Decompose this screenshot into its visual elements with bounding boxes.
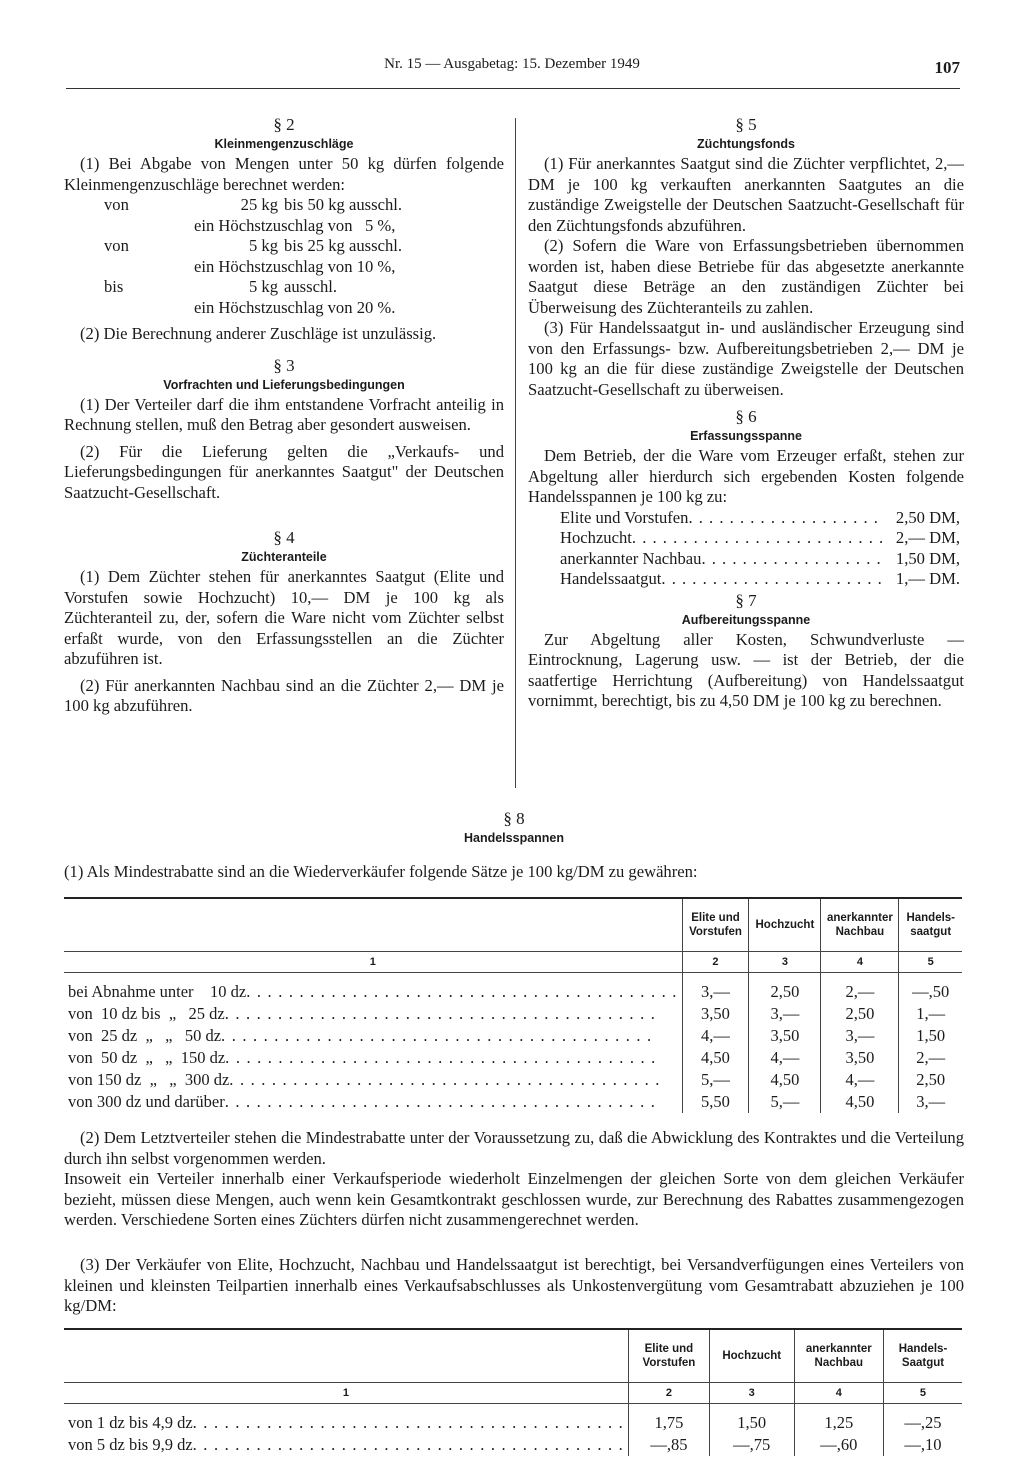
column-number: 1 [64, 1383, 628, 1404]
margin-item [560, 528, 960, 549]
section-5-paragraph-3: (3) Für Handelssaatgut in- und ausländischer Erzeugung sind von den Erfassungs- bzw. Aufbereitungsbetrieben 2,— DM je 100 kg an die für diese zuständige Zweigstelle der Deutschen Saatzucht-Gesellschaft zu überweisen. [528, 318, 964, 399]
table-cell: 4,— [821, 1069, 899, 1091]
surcharge-from: 5 kg [248, 277, 278, 296]
table-cell: 4,— [682, 1025, 749, 1047]
surcharge-row [64, 277, 504, 318]
section-8-paragraph-1: (1) Als Mindestrabatte sind an die Wiederverkäufer folgende Sätze je 100 kg/DM zu gewähren: [64, 862, 698, 881]
table-row [64, 1003, 962, 1025]
section-3-paragraph-1: (1) Der Verteiler darf die ihm entstandene Vorfracht anteilig in Rechnung stellen, muß den Betrag aber gesondert ausweisen. [64, 394, 504, 434]
surcharge-label: ein Höchstzuschlag von [194, 297, 353, 317]
row-label: von 5 dz bis 9,9 dz [68, 1435, 193, 1454]
section-8-paragraph-3-block [64, 1255, 964, 1317]
table-header-row [64, 1329, 962, 1383]
margin-item-value: 1,50 DM, [895, 548, 960, 568]
row-label: von 10 dz bis „ 25 dz [68, 1004, 225, 1023]
row-label: von 50 dz „ „ 150 dz [68, 1048, 226, 1067]
table-cell: —,50 [899, 981, 962, 1003]
margin-item-value: 2,— DM, [895, 528, 960, 547]
column-number: 2 [628, 1383, 709, 1404]
surcharge-prefix: von [104, 236, 129, 255]
table-header-row [64, 898, 962, 952]
column-number: 4 [821, 952, 899, 973]
section-4-paragraph-1: (1) Dem Züchter stehen für anerkanntes Saatgut (Elite und Vorstufen sowie Hochzucht) 10,— DM je 100 kg als Züchteranteil zu, der, sofern die Ware nicht vom Züchter selbst erfaßt wurde, von den Erfassungsstellen an die Züchter abzuführen ist. [64, 567, 504, 668]
table-cell: 3,— [821, 1025, 899, 1047]
table-cell: 5,— [749, 1091, 821, 1113]
table-cell: 3,— [682, 981, 749, 1003]
section-3-number: § 3 [273, 355, 295, 375]
column-number-row [64, 952, 962, 973]
section-3-paragraph-2: (2) Für die Lieferung gelten die „Verkaufs- und Lieferungsbedingungen für anerkanntes Saatgut" der Deutschen Saatzucht-Gesellschaft. [64, 441, 504, 502]
surcharge-prefix: bis [104, 277, 124, 296]
table-header: Hochzucht [749, 898, 821, 952]
margin-item-label: Handelssaatgut [560, 569, 662, 588]
table-cell: 4,— [749, 1047, 821, 1069]
row-label: von 25 dz „ „ 50 dz [68, 1026, 222, 1045]
surcharge-to: bis 50 kg ausschl. [284, 195, 402, 214]
table-cell: 1,25 [794, 1412, 883, 1434]
header-rule [66, 88, 960, 89]
section-4-title: Züchteranteile [241, 550, 327, 564]
table-row [64, 981, 962, 1003]
table-header [64, 898, 682, 952]
surcharge-to: ausschl. [284, 277, 337, 296]
table-header: Handels-saatgut [899, 898, 962, 952]
table-row [64, 1047, 962, 1069]
table-cell: 4,50 [749, 1069, 821, 1091]
surcharge-from: 25 kg [240, 195, 278, 214]
table-cell: 3,50 [749, 1025, 821, 1047]
section-2-number: § 2 [273, 115, 295, 134]
table-cell: 2,— [899, 1047, 962, 1069]
table-header: Elite und Vorstufen [682, 898, 749, 952]
section-2-title: Kleinmengenzuschläge [214, 137, 354, 151]
table-cell: 1,50 [899, 1025, 962, 1047]
column-number: 5 [883, 1383, 962, 1404]
section-8-number: § 8 [503, 809, 525, 828]
issue-header: Nr. 15 — Ausgabetag: 15. Dezember 1949 [384, 56, 640, 72]
section-4-number: § 4 [273, 528, 295, 547]
surcharge-to: bis 25 kg ausschl. [284, 236, 402, 255]
table-header: anerkannter Nachbau [794, 1329, 883, 1383]
table-header: Handels-Saatgut [883, 1329, 962, 1383]
row-label: von 1 dz bis 4,9 dz [68, 1413, 193, 1432]
section-8-paragraph-3: (3) Der Verkäufer von Elite, Hochzucht, Nachbau und Handelssaatgut ist berechtigt, bei Versandverfügungen eines Verteilers von kleinen und kleinsten Teilpartien innerhalb eines Verkaufsabschlusses als Unkostenvergütung vom Gesamtrabatt abzuziehen je 100 kg/DM: [64, 1255, 964, 1315]
section-6-paragraph-1: Dem Betrieb, der die Ware vom Erzeuger erfaßt, stehen zur Abgeltung aller hierdurch sich ergebenden Kosten folgende Handelsspannen je 100 kg zu: [528, 446, 964, 506]
table-cell: 3,50 [821, 1047, 899, 1069]
margin-item [560, 508, 960, 529]
row-label: von 300 dz und darüber [68, 1092, 225, 1111]
column-number: 3 [709, 1383, 794, 1404]
margin-item-label: Elite und Vorstufen [560, 507, 689, 527]
section-7-paragraph-1: Zur Abgeltung aller Kosten, Schwundverluste — Eintrocknung, Lagerung usw. — ist der Betrieb, der die saatfertige Herrichtung (Aufbereitung) von Handelssaatgut vornimmt, berechtigt, bis zu 4,50 DM je 100 kg zu berechnen. [528, 629, 964, 710]
section-8-paragraph-2b: Insoweit ein Verteiler innerhalb einer Verkaufsperiode wiederholt Einzelmengen der gleichen Sorte von dem gleichen Verkäufer bezieht, müssen diese Mengen, auch wenn kein Gesamtkontrakt geschlossen wurde, zur Berechnung des Rabattes zusammengezogen werden. Verschiedene Sorten eines Züchters dürfen nicht zusammengerechnet werden. [64, 1169, 964, 1229]
column-divider [515, 118, 516, 788]
table-header: Hochzucht [709, 1329, 794, 1383]
surcharge-label: ein Höchstzuschlag von [194, 215, 353, 235]
column-number: 4 [794, 1383, 883, 1404]
table-cell: —,25 [883, 1412, 962, 1434]
margin-item [560, 549, 960, 570]
table-cell: —,75 [709, 1434, 794, 1456]
section-5-title: Züchtungsfonds [697, 137, 795, 151]
table-row [64, 1025, 962, 1047]
surcharge-prefix: von [104, 195, 129, 214]
section-5-number: § 5 [735, 115, 757, 134]
section-5-paragraph-1: (1) Für anerkanntes Saatgut sind die Züchter verpflichtet, 2,— DM je 100 kg verkauften anerkannten Saatgutes an die zuständige Zweigstelle der Deutschen Saatzucht-Gesellschaft für den Züchtungsfonds abzuführen. [528, 154, 964, 235]
table-cell: 2,50 [749, 981, 821, 1003]
discount-table [64, 897, 962, 1113]
surcharge-percent: 20 %. [356, 297, 396, 317]
surcharge-from: 5 kg [248, 236, 278, 255]
table-cell: 3,— [749, 1003, 821, 1025]
margin-item-value: 2,50 DM, [895, 507, 960, 527]
page-number: 107 [934, 58, 960, 77]
section-7-title: Aufbereitungsspanne [681, 612, 811, 627]
margin-item-value: 1,— DM. [895, 569, 960, 588]
section-6-title: Erfassungsspanne [690, 429, 802, 443]
margin-item-label: anerkannter Nachbau [560, 548, 702, 568]
right-column [528, 114, 964, 712]
table-cell: 1,75 [628, 1412, 709, 1434]
table-cell: —,85 [628, 1434, 709, 1456]
table-cell: 3,50 [682, 1003, 749, 1025]
row-label: von 150 dz „ „ 300 dz [68, 1070, 230, 1089]
table-header [64, 1329, 628, 1383]
table-cell: 1,50 [709, 1412, 794, 1434]
surcharge-row [64, 195, 504, 236]
table-cell: 1,— [899, 1003, 962, 1025]
section-8-paragraph-2-block [64, 1128, 964, 1231]
column-number: 2 [682, 952, 749, 973]
section-8-heading [64, 808, 964, 848]
section-2-paragraph-2: (2) Die Berechnung anderer Zuschläge ist unzulässig. [80, 324, 437, 343]
table-row [64, 1412, 962, 1434]
table-row [64, 1091, 962, 1113]
section-4-paragraph-2: (2) Für anerkannten Nachbau sind an die Züchter 2,— DM je 100 kg abzuführen. [64, 675, 504, 715]
section-7-number: § 7 [735, 590, 757, 610]
section-6-number: § 6 [735, 407, 757, 426]
table-cell: 3,— [899, 1091, 962, 1113]
section-5-paragraph-2: (2) Sofern die Ware von Erfassungsbetrieben übernommen worden ist, haben diese Betriebe für das abgesetzte anerkannte Saatgut diese Beträge an den zuständigen Züchter bei Überweisung des Züchteranteils zu zahlen. [528, 236, 964, 317]
table-header: anerkannter Nachbau [821, 898, 899, 952]
column-number: 5 [899, 952, 962, 973]
table-row [64, 1434, 962, 1456]
column-number: 3 [749, 952, 821, 973]
section-8-paragraph-2: (2) Dem Letztverteiler stehen die Mindestrabatte unter der Voraussetzung zu, daß die Abwicklung des Kontraktes und die Verteilung durch ihn selbst vorgenommen werden. [64, 1128, 964, 1168]
section-3-title: Vorfrachten und Lieferungsbedingungen [163, 377, 405, 392]
table-cell: 2,— [821, 981, 899, 1003]
column-number-row [64, 1383, 962, 1404]
table-cell: 2,50 [821, 1003, 899, 1025]
expense-table [64, 1328, 962, 1456]
surcharge-row [64, 236, 504, 277]
left-column [64, 114, 504, 717]
section-2-paragraph-1: (1) Bei Abgabe von Mengen unter 50 kg dürfen folgende Kleinmengenzuschläge berechnet werden: [64, 154, 504, 194]
surcharge-percent: 10 %, [356, 256, 396, 276]
table-cell: 4,50 [821, 1091, 899, 1113]
table-cell: 5,50 [682, 1091, 749, 1113]
margin-item [560, 569, 960, 590]
table-cell: —,60 [794, 1434, 883, 1456]
table-cell: 5,— [682, 1069, 749, 1091]
margin-item-label: Hochzucht [560, 528, 632, 547]
table-cell: 2,50 [899, 1069, 962, 1091]
surcharge-percent: 5 %, [364, 215, 396, 235]
table-cell: —,10 [883, 1434, 962, 1456]
row-label: bei Abnahme unter 10 dz [68, 982, 247, 1001]
column-number: 1 [64, 952, 682, 973]
table-cell: 4,50 [682, 1047, 749, 1069]
section-8-title: Handelsspannen [463, 831, 565, 845]
surcharge-label: ein Höchstzuschlag von [194, 256, 353, 276]
table-header: Elite und Vorstufen [628, 1329, 709, 1383]
table-row [64, 1069, 962, 1091]
